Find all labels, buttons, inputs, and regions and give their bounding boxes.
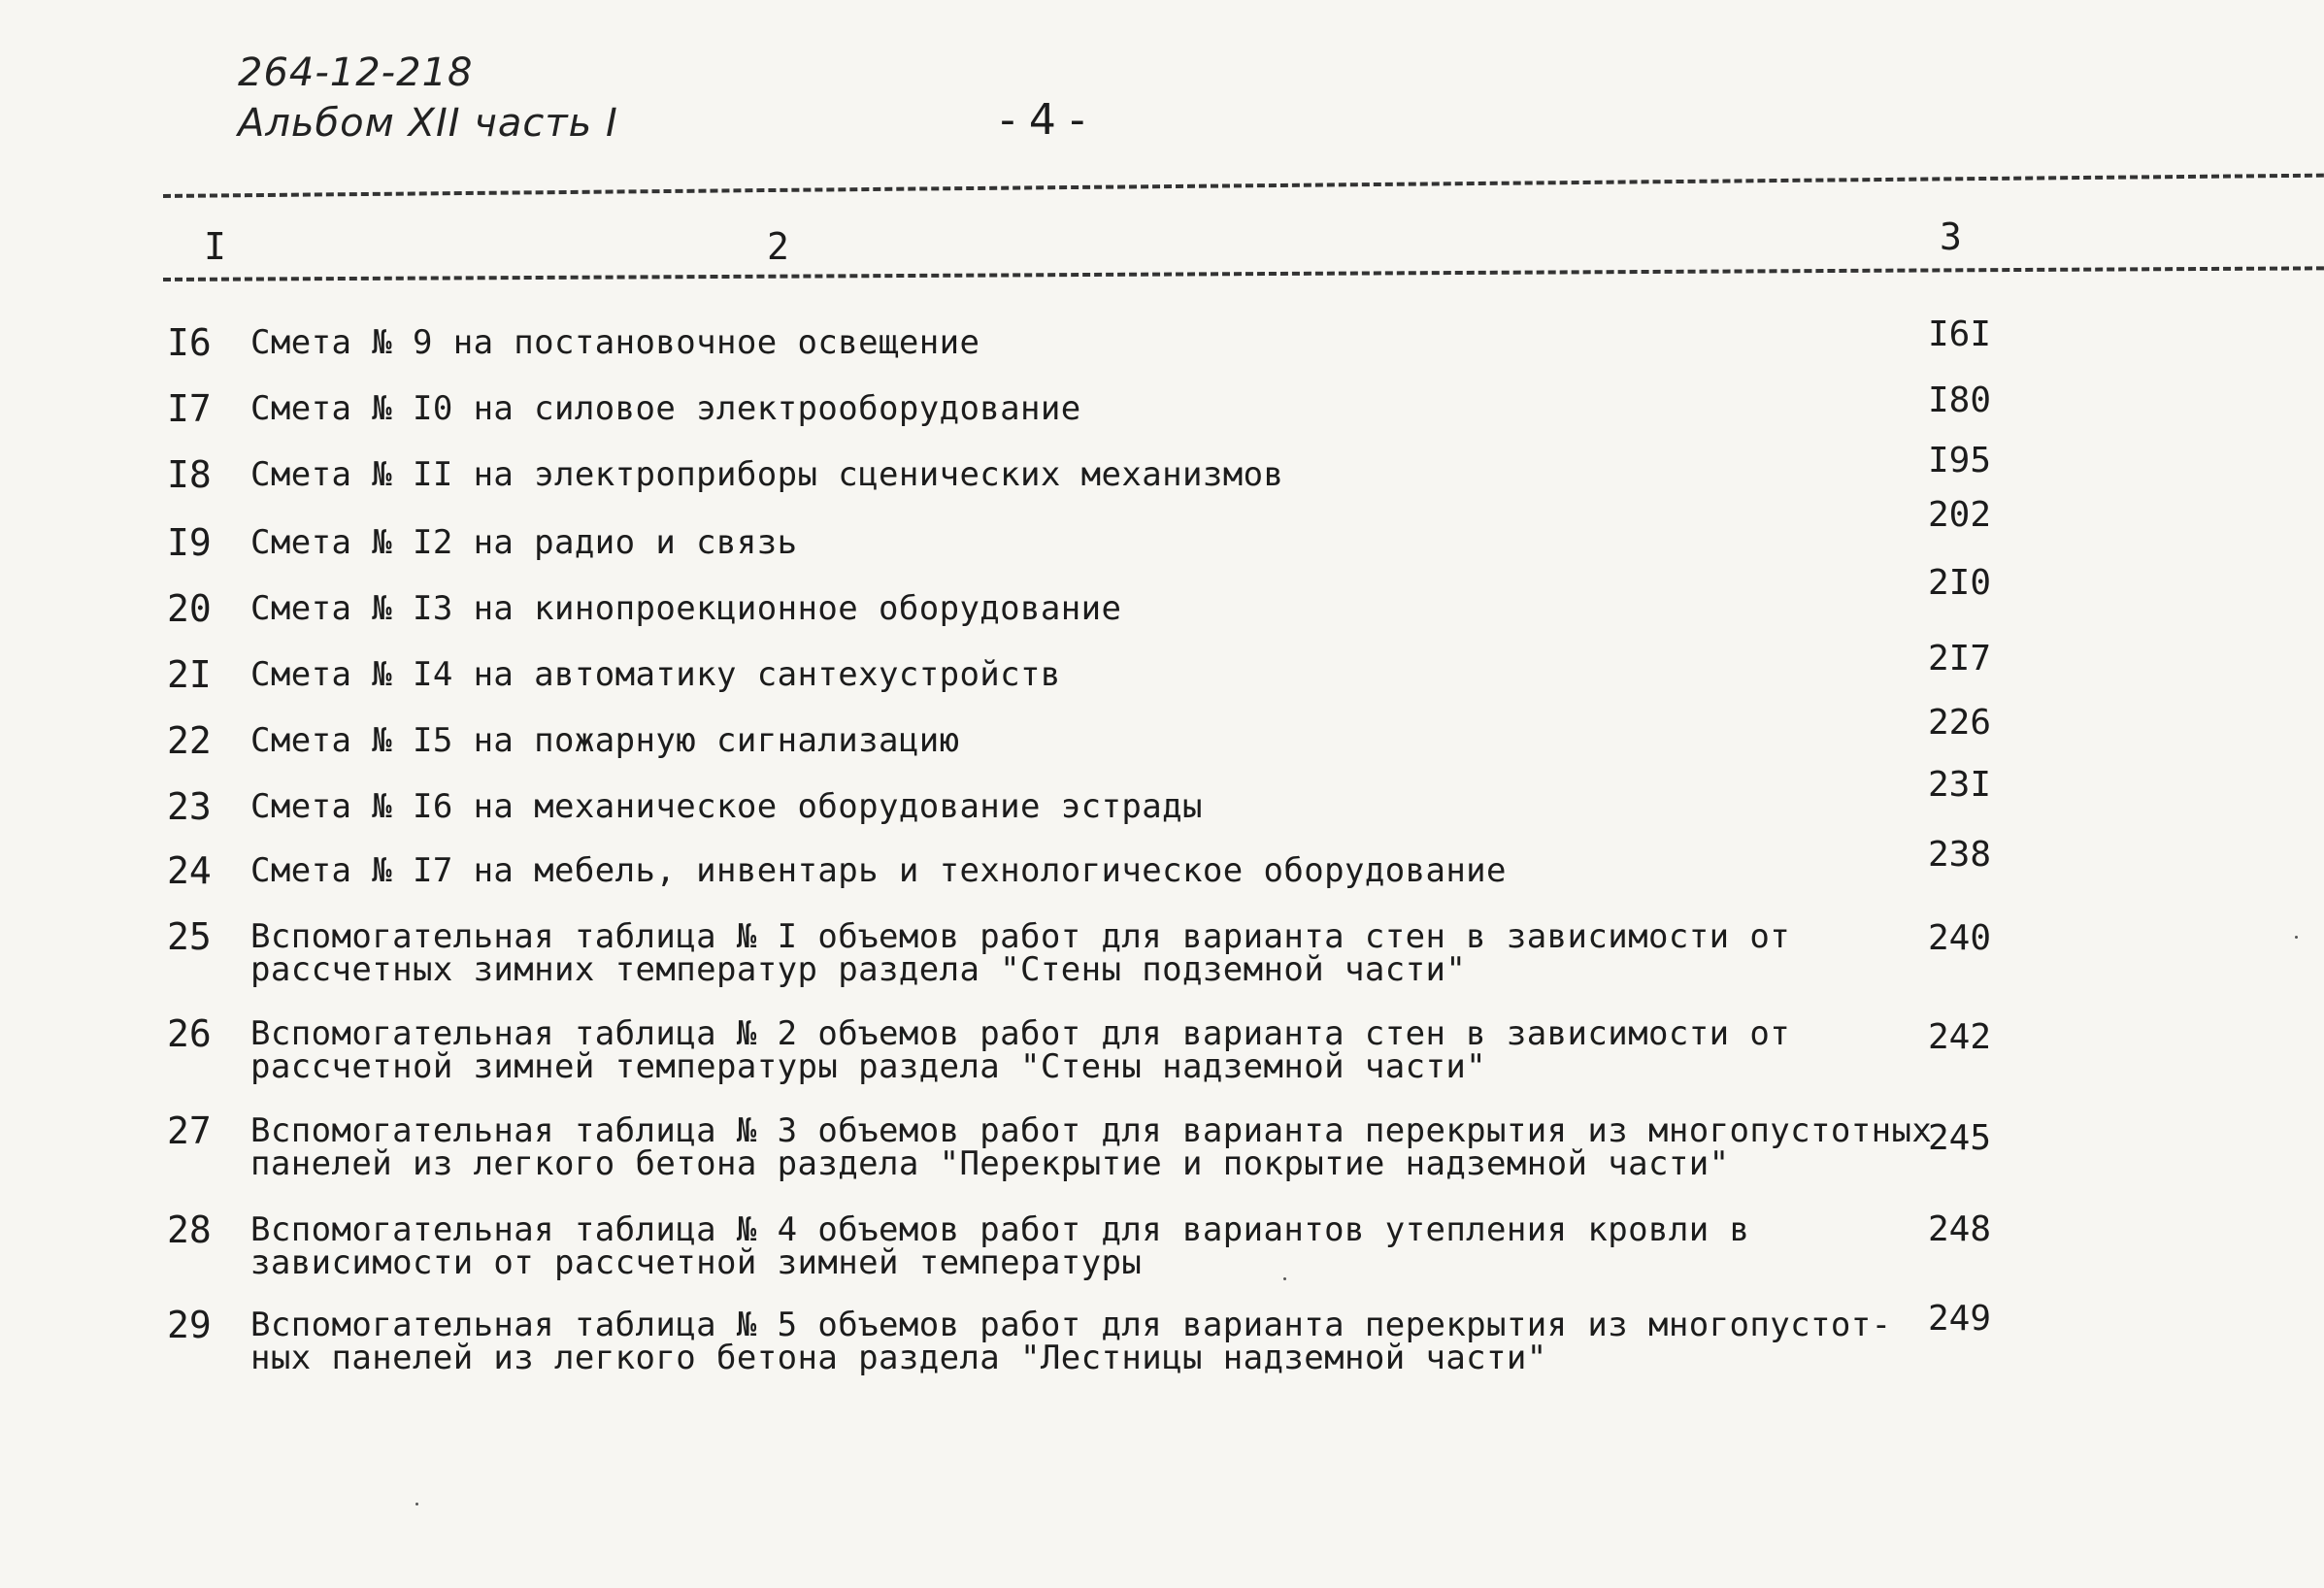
row-number: 20 bbox=[167, 587, 212, 630]
row-title: Смета № I6 на механическое оборудование эстрады bbox=[250, 787, 1203, 826]
top-dashed-rule bbox=[163, 174, 2324, 198]
scan-speck bbox=[1283, 1277, 1286, 1280]
row-title: Вспомогательная таблица № I объемов работ для варианта стен в зависимости от рассчетных зимних температур раздела "Стены подземной части" bbox=[250, 917, 1791, 989]
header-dashed-rule bbox=[163, 266, 2324, 281]
row-title: Смета № I7 на мебель, инвентарь и технологическое оборудование bbox=[250, 851, 1507, 890]
row-page: 238 bbox=[1928, 835, 1992, 875]
row-title: Вспомогательная таблица № 3 объемов работ для варианта перекрытия из многопустотных панелей из легкого бетона раздела "Перекрытие и покрытие надземной части" bbox=[250, 1111, 1933, 1183]
page-number: - 4 - bbox=[1000, 95, 1085, 145]
row-number: I8 bbox=[167, 453, 212, 496]
row-page: 202 bbox=[1928, 495, 1992, 535]
row-page: I95 bbox=[1928, 441, 1992, 480]
row-number: I7 bbox=[167, 387, 212, 430]
row-number: I6 bbox=[167, 321, 212, 364]
album-label: Альбом XII часть I bbox=[238, 101, 618, 146]
scan-speck bbox=[415, 1503, 418, 1505]
column-header-number: I bbox=[204, 225, 226, 268]
row-page: 226 bbox=[1928, 703, 1992, 743]
row-title: Вспомогательная таблица № 5 объемов работ для варианта перекрытия из многопустот- ных панелей из легкого бетона раздела "Лестницы надземной части" bbox=[250, 1306, 1892, 1377]
row-title: Смета № I3 на кинопроекционное оборудование bbox=[250, 589, 1122, 628]
row-page: 242 bbox=[1928, 1017, 1992, 1057]
row-page: 240 bbox=[1928, 918, 1992, 958]
row-page: I80 bbox=[1928, 380, 1992, 420]
row-number: 27 bbox=[167, 1109, 212, 1152]
row-title: Вспомогательная таблица № 4 объемов работ для вариантов утепления кровли в зависимости от рассчетной зимней температуры bbox=[250, 1210, 1750, 1282]
row-page: 2I7 bbox=[1928, 639, 1992, 678]
row-page: 249 bbox=[1928, 1299, 1992, 1339]
row-title: Смета № 9 на постановочное освещение bbox=[250, 323, 980, 362]
row-number: I9 bbox=[167, 521, 212, 564]
row-number: 28 bbox=[167, 1208, 212, 1251]
row-title: Смета № I0 на силовое электрооборудование bbox=[250, 389, 1081, 428]
row-title: Смета № I2 на радио и связь bbox=[250, 523, 798, 562]
column-header-page: 3 bbox=[1940, 215, 1962, 258]
document-code: 264-12-218 bbox=[238, 50, 474, 95]
row-number: 23 bbox=[167, 785, 212, 828]
row-number: 22 bbox=[167, 719, 212, 762]
row-page: 23I bbox=[1928, 765, 1992, 805]
row-page: I6I bbox=[1928, 314, 1992, 354]
row-page: 245 bbox=[1928, 1118, 1992, 1158]
row-page: 248 bbox=[1928, 1209, 1992, 1249]
row-title: Смета № I5 на пожарную сигнализацию bbox=[250, 721, 960, 760]
row-title: Смета № I4 на автоматику сантехустройств bbox=[250, 655, 1061, 694]
row-number: 24 bbox=[167, 849, 212, 892]
row-number: 2I bbox=[167, 653, 212, 696]
row-page: 2I0 bbox=[1928, 563, 1992, 603]
row-number: 25 bbox=[167, 915, 212, 958]
row-title: Смета № II на электроприборы сценических механизмов bbox=[250, 455, 1284, 494]
row-number: 26 bbox=[167, 1012, 212, 1055]
scan-speck bbox=[2295, 936, 2298, 939]
column-header-title: 2 bbox=[767, 225, 789, 268]
row-number: 29 bbox=[167, 1304, 212, 1346]
row-title: Вспомогательная таблица № 2 объемов работ для варианта стен в зависимости от рассчетной зимней температуры раздела "Стены надземной части" bbox=[250, 1014, 1791, 1086]
